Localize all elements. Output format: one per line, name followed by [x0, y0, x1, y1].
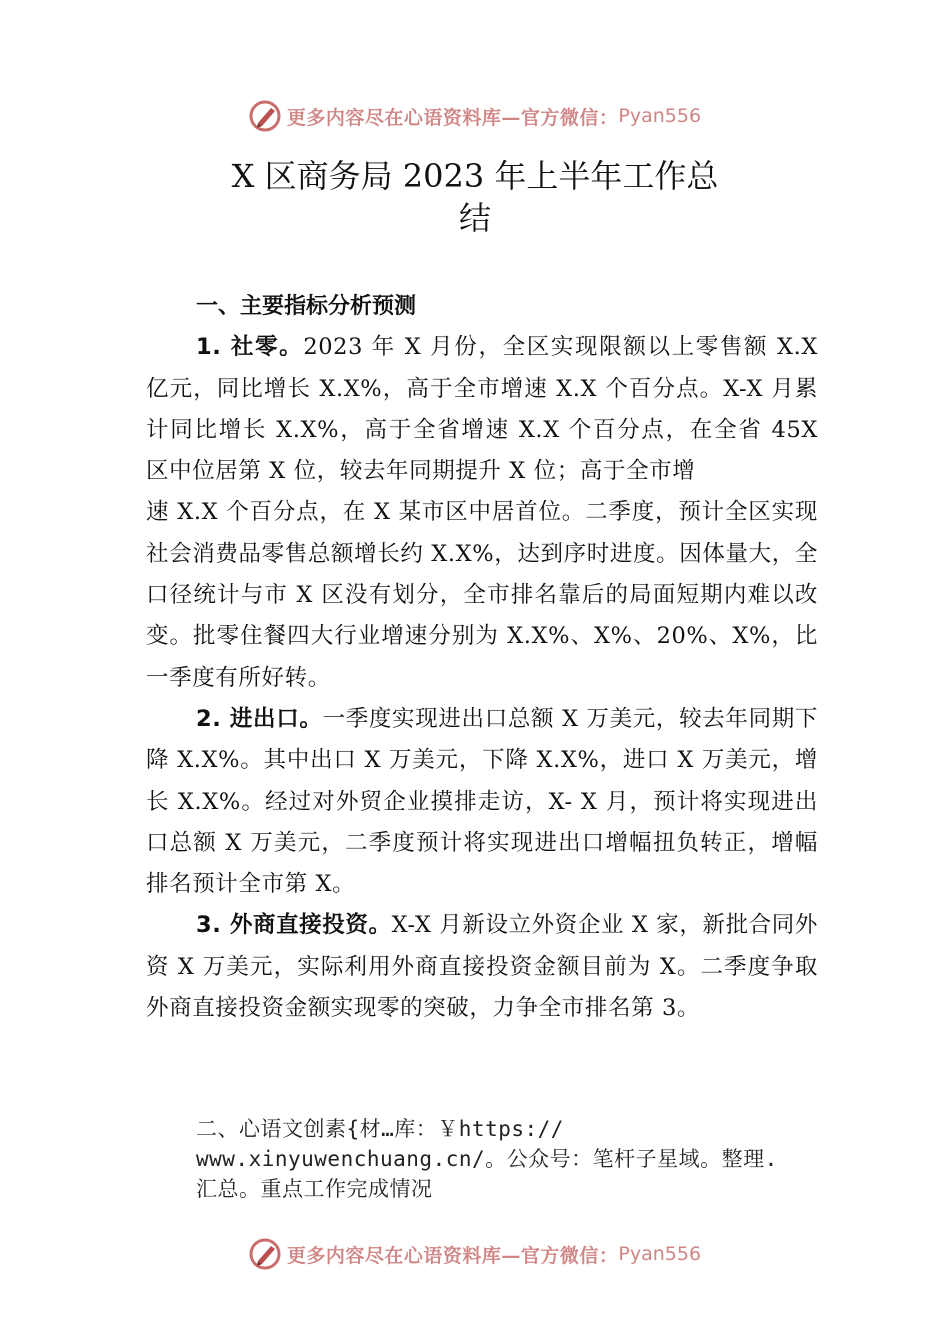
footer-watermark — [0, 1234, 950, 1274]
document-title — [0, 155, 950, 239]
header-watermark — [0, 96, 950, 136]
paragraph-retail-continued: 速 X.X 个百分点，在 X 某市区中居首位。二季度，预计全区实现社会消费品零售总额增长约 X.X%，达到序时进度。因体量大，全口径统计与市 X 区没有划分，全市排名靠后的局面短期内难以改变。批零住餐四大行业增速分别为 X.X%、X%、20%、X%，比一季度有所好转。 — [146, 499, 818, 691]
paragraph-trade — [146, 699, 818, 905]
section-2-line-3: 汇总。重点工作完成情况 — [196, 1177, 433, 1201]
trade-text: 一季度实现进出口总额 X 万美元，较去年同期下降 X.X%。其中出口 X 万美元，下降 X.X%，进口 X 万美元，增长 X.X%。经过对外贸企业摸排走访，X- X 月，预计将实现进出口总额 X 万美元，二季度预计将实现进出口增幅扭负转正，增幅排名预计全市第 X。 — [146, 705, 818, 898]
retail-text-1: 2023 年 X 月份，全区实现限额以上零售额 X.X 亿元，同比增长 X.X%，高于全市增速 X.X 个百分点。X-X 月累计同比增长 X.X%，高于全省增速 X.X 个百分点，在全省 45X 区中位居第 X 位，较去年同期提升 X 位；高于全市增 — [146, 334, 818, 485]
title-line-2: 结 — [458, 199, 491, 237]
fdi-lead: 3. 外商直接投资。 — [196, 912, 392, 939]
title-line-1: X 区商务局 2023 年上半年工作总 — [231, 157, 719, 195]
banner-contact: Pyan556 — [618, 105, 702, 127]
pen-logo-icon — [249, 1237, 283, 1271]
paragraph-retail — [146, 327, 818, 492]
fdi-text: X-X 月新设立外资企业 X 家，新批合同外资 X 万美元，实际利用外商直接投资金额目前为 X。二季度争取外商直接投资金额实现零的突破，力争全市排名第 3。 — [146, 912, 818, 1022]
section-2-line-2: www.xinyuwenchuang.cn/。公众号：笔杆子星域。整理. — [196, 1147, 778, 1171]
banner-contact: Pyan556 — [618, 1243, 702, 1265]
pen-logo-icon — [249, 99, 283, 133]
document-body — [146, 286, 818, 1029]
section-2-block — [196, 1114, 836, 1204]
trade-lead: 2. 进出口。 — [196, 705, 323, 732]
section-2-line-1: 二、心语文创素{材…库：￥https:// — [196, 1117, 564, 1141]
paragraph-fdi — [146, 905, 818, 1029]
banner-text: 更多内容尽在心语资料库—官方微信： — [286, 106, 619, 129]
retail-lead: 1. 社零。 — [196, 334, 304, 361]
banner-text: 更多内容尽在心语资料库—官方微信： — [286, 1244, 619, 1267]
section-1-heading: 一、主要指标分析预测 — [196, 294, 417, 319]
